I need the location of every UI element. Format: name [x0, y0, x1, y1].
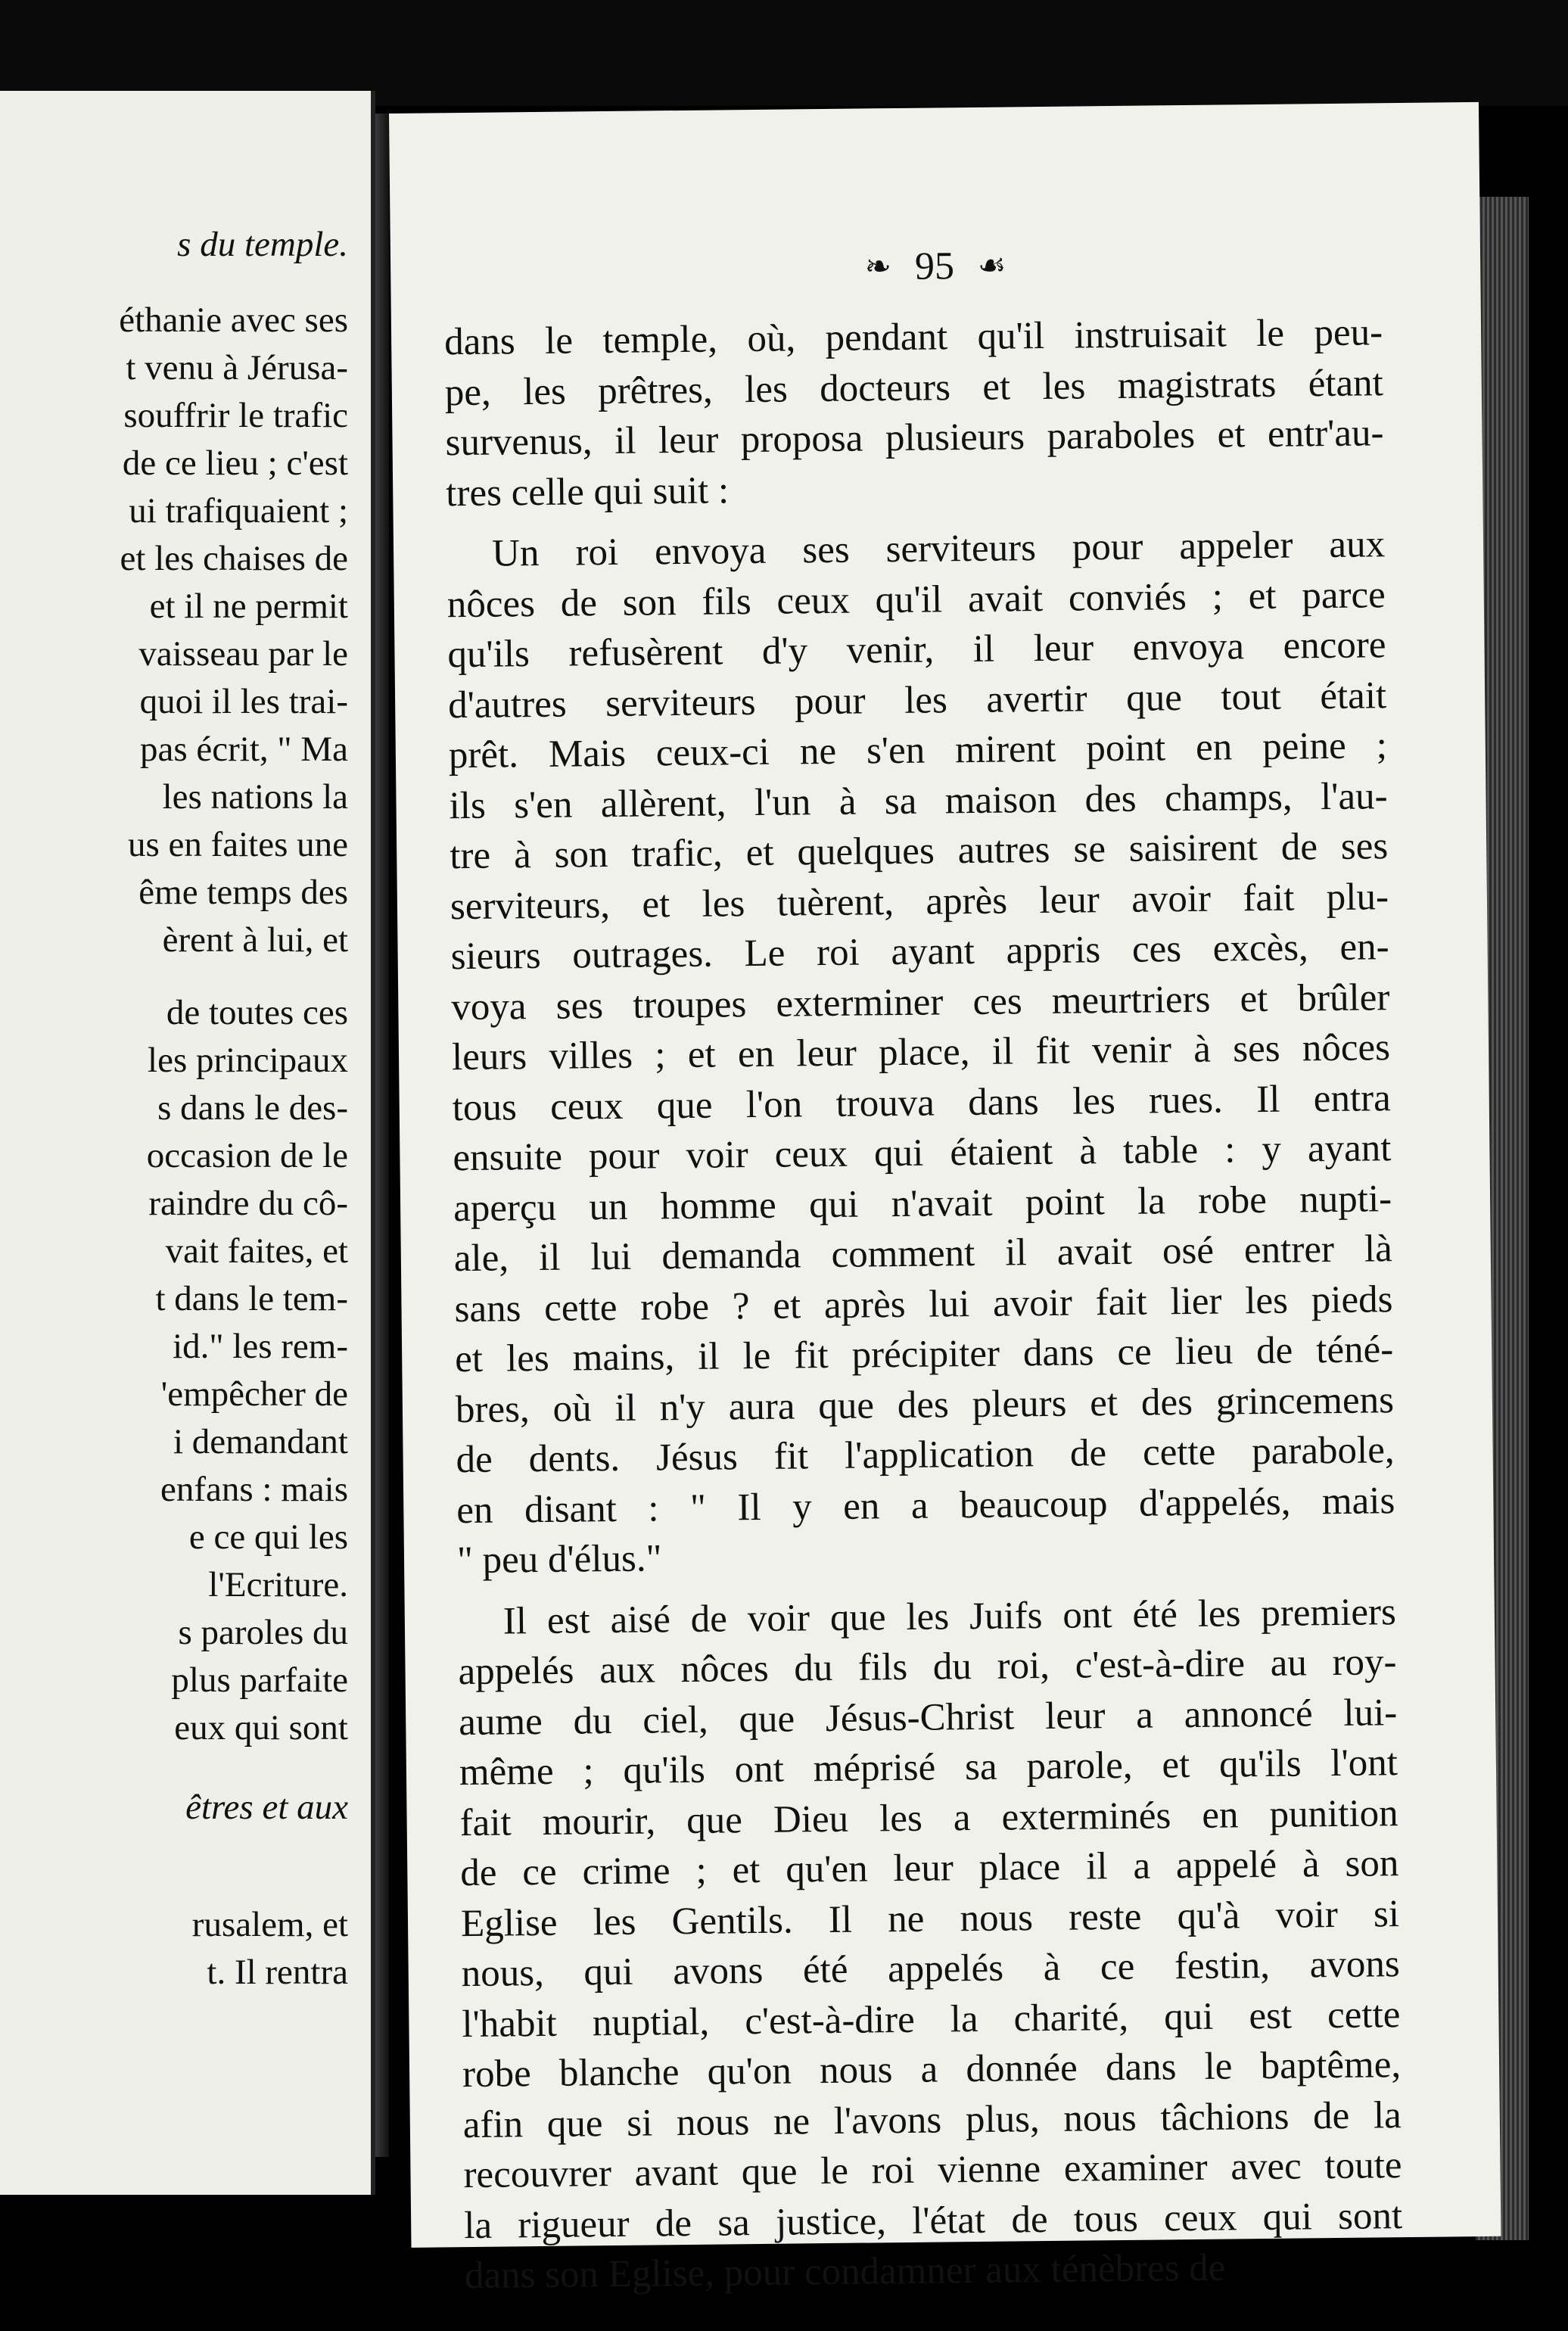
left-page-line: t venu à Jérusa- — [126, 348, 348, 387]
text-line: Il est aisé de voir que les Juifs ont été les premiers — [502, 1590, 1397, 1643]
left-page-line: souffrir le trafic — [123, 396, 348, 435]
text-line: tous ceux que l'on trouva dans les rues. Il entra — [452, 1076, 1391, 1129]
book-gutter — [375, 114, 389, 2157]
page-number: 95 — [914, 244, 955, 288]
text-line: dans le temple, où, pendant qu'il instruisait le peu- — [443, 311, 1383, 364]
text-line: tre à son trafic, et quelques autres se saisirent de ses — [449, 825, 1389, 878]
page-header — [814, 243, 1057, 288]
left-page-fragment — [0, 91, 375, 2195]
paragraph — [444, 307, 1385, 518]
left-page-line: vait faites, et — [165, 1231, 348, 1271]
left-page-line: raindre du cô- — [148, 1184, 348, 1223]
text-line: appelés aux nôces du fils du roi, c'est-à-dire au roy- — [458, 1641, 1397, 1694]
text-line: pe, les prêtres, les docteurs et les magistrats étant — [444, 361, 1384, 414]
text-line: bres, où il n'y aura que des pleurs et des grincemens — [455, 1378, 1395, 1431]
text-line: afin que si nous ne l'avons plus, nous tâchions de la — [462, 2093, 1402, 2146]
text-line: " peu d'élus." — [456, 1537, 662, 1583]
text-line: tres celle qui suit : — [445, 468, 730, 515]
text-line: dans son Eglise, pour condamner aux ténèbres de — [464, 2246, 1226, 2298]
paragraph — [458, 1587, 1404, 2301]
left-page-line: éthanie avec ses — [119, 300, 348, 340]
text-line: serviteurs, et les tuèrent, après leur avoir fait plu- — [450, 875, 1389, 928]
text-line: leurs villes ; et en leur place, il fit venir à ses nôces — [451, 1026, 1391, 1079]
left-page-line: t. Il rentra — [207, 1953, 348, 1992]
text-line: et les mains, il le fit précipiter dans ce lieu de téné- — [454, 1328, 1394, 1381]
text-line: sieurs outrages. Le roi ayant appris ces excès, en- — [450, 926, 1389, 979]
ornament-right-icon: ☙ — [977, 248, 1006, 284]
left-page-line: eux qui sont — [174, 1708, 348, 1747]
left-page-line: occasion de le — [146, 1136, 348, 1175]
left-page-line: êtres et aux — [185, 1788, 348, 1827]
text-line: de dents. Jésus fit l'application de cette parabole, — [456, 1429, 1395, 1482]
left-page-line: et les chaises de — [120, 539, 348, 578]
text-line: en disant : " Il y en a beaucoup d'appelés, mais — [456, 1479, 1395, 1532]
text-line: robe blanche qu'on nous a donnée dans le baptême, — [462, 2043, 1402, 2096]
left-page-line: l'Ecriture. — [208, 1565, 348, 1604]
text-line: sans cette robe ? et après lui avoir fait lier les pieds — [454, 1278, 1393, 1330]
left-page-line: de toutes ces — [166, 993, 348, 1032]
text-line: aume du ciel, que Jésus-Christ leur a annoncé lui- — [458, 1691, 1398, 1744]
left-page-line: s paroles du — [178, 1613, 348, 1652]
text-line: la rigueur de sa justice, l'état de tous ceux qui sont — [463, 2194, 1403, 2247]
text-line: ensuite pour voir ceux qui étaient à table : y ayant — [453, 1127, 1392, 1180]
left-page-line: les nations la — [162, 777, 348, 817]
text-line: même ; qu'ils ont méprisé sa parole, et qu'ils l'ont — [459, 1741, 1398, 1794]
left-page-line: plus parfaite — [171, 1660, 348, 1700]
page-body-text — [444, 307, 1403, 2301]
left-page-line: pas écrit, " Ma — [140, 730, 348, 769]
text-line: Un roi envoya ses serviteurs pour appeler aux — [491, 523, 1386, 575]
left-page-line: rusalem, et — [191, 1905, 348, 1944]
left-page-line: ui trafiquaient ; — [129, 491, 348, 531]
left-page-line: e ce qui les — [188, 1517, 348, 1557]
left-page-line: vaisseau par le — [138, 634, 348, 674]
text-line: qu'ils refusèrent d'y venir, il leur envoya encore — [447, 624, 1386, 677]
ornament-left-icon: ❧ — [864, 250, 892, 285]
paragraph — [446, 519, 1396, 1586]
left-page-line: id." les rem- — [173, 1327, 348, 1366]
left-page-line: us en faites une — [127, 825, 348, 864]
text-line: ils s'en allèrent, l'un à sa maison des champs, l'au- — [449, 774, 1388, 827]
left-page-line: t dans le tem- — [155, 1279, 348, 1318]
text-line: survenus, il leur proposa plusieurs paraboles et entr'au- — [445, 412, 1384, 465]
text-line: aperçu un homme qui n'avait point la robe nupti- — [453, 1177, 1392, 1230]
text-line: fait mourir, que Dieu les a exterminés en punition — [459, 1791, 1398, 1844]
left-page-line: 'empêcher de — [160, 1374, 348, 1414]
left-page-line: s dans le des- — [157, 1088, 348, 1128]
text-line: recouvrer avant que le roi vienne examiner avec toute — [463, 2144, 1402, 2197]
left-page-line: i demandant — [173, 1422, 348, 1461]
text-line: Eglise les Gentils. Il ne nous reste qu'à voir si — [460, 1892, 1400, 1945]
text-line: l'habit nuptial, c'est-à-dire la charité, qui est cette — [462, 1993, 1401, 2046]
text-line: de ce crime ; et qu'en leur place il a appelé à son — [460, 1842, 1399, 1895]
left-page-line: èrent à lui, et — [162, 920, 348, 960]
left-page-line: quoi il les trai- — [139, 682, 348, 721]
left-page-line: enfans : mais — [160, 1470, 348, 1509]
text-line: prêt. Mais ceux-ci ne s'en mirent point en peine ; — [448, 724, 1388, 777]
left-page-line: et il ne permit — [149, 587, 348, 626]
left-page-line: ême temps des — [138, 873, 348, 912]
left-page-line: de ce lieu ; c'est — [122, 443, 348, 483]
left-page-line: s du temple. — [177, 225, 348, 264]
text-line: ale, il lui demanda comment il avait osé entrer là — [453, 1228, 1393, 1281]
scan-background — [0, 0, 1568, 106]
left-page-line: les principaux — [148, 1041, 348, 1080]
text-line: voya ses troupes exterminer ces meurtriers et brûler — [451, 976, 1390, 1029]
text-line: nôces de son fils ceux qu'il avait conviés ; et parce — [446, 573, 1386, 626]
text-line: nous, qui avons été appelés à ce festin, avons — [461, 1943, 1400, 1996]
right-page — [389, 102, 1501, 2298]
text-line: d'autres serviteurs pour les avertir que tout était — [447, 674, 1387, 727]
